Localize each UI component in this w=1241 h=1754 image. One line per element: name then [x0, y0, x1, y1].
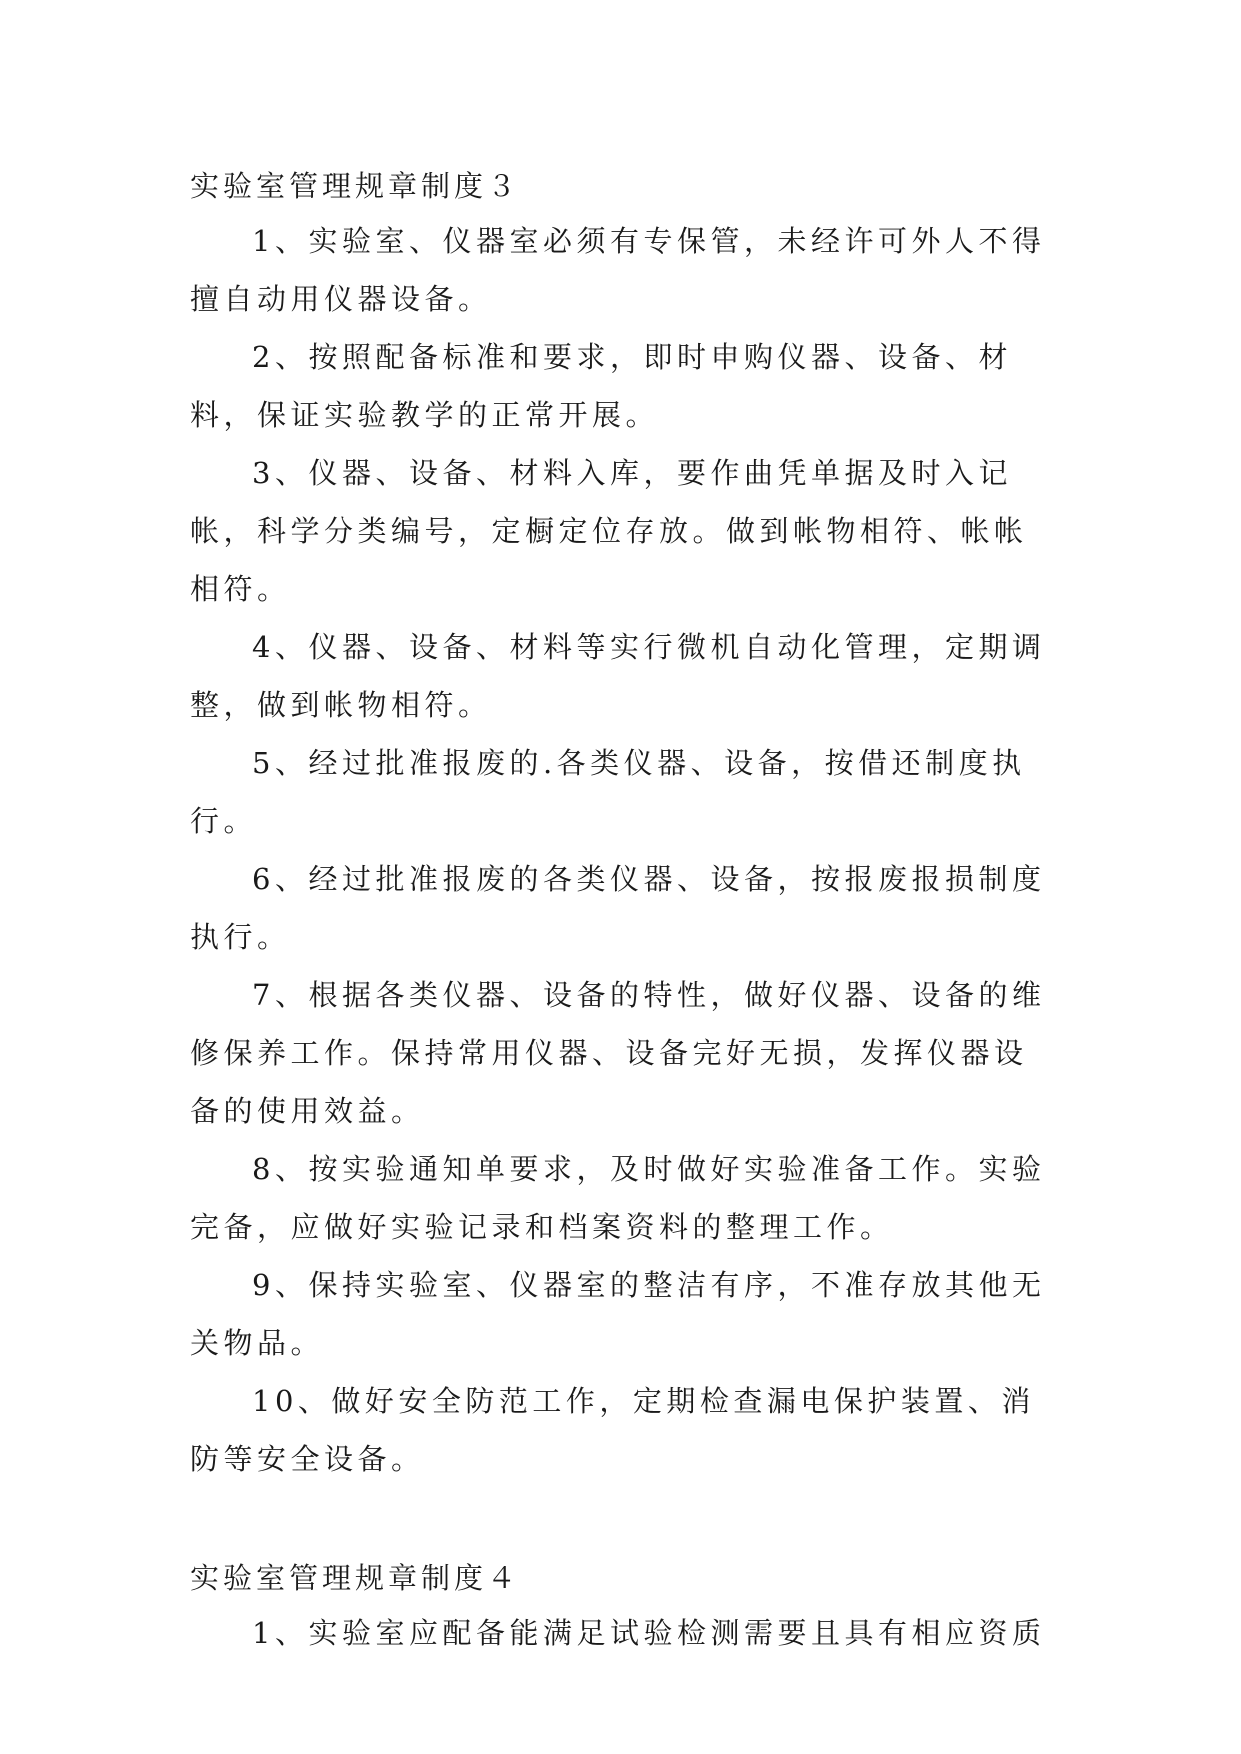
- rule-item: 5、经过批准报废的.各类仪器、设备，按借还制度执行。: [190, 746, 1026, 838]
- section-spacer: [190, 1488, 1056, 1552]
- rule-item: 2、按照配备标准和要求，即时申购仪器、设备、材料，保证实验教学的正常开展。: [190, 340, 1012, 432]
- section: [190, 1552, 1056, 1662]
- rule-item: 6、经过批准报废的各类仪器、设备，按报废报损制度执行。: [190, 862, 1046, 954]
- section: [190, 160, 1056, 1488]
- rule-item: 7、根据各类仪器、设备的特性，做好仪器、设备的维修保养工作。保持常用仪器、设备完好无损，发挥仪器设备的使用效益。: [190, 978, 1046, 1128]
- rule-item: 1、实验室、仪器室必须有专保管，未经许可外人不得擅自动用仪器设备。: [190, 224, 1046, 316]
- rule-item: 8、按实验通知单要求，及时做好实验准备工作。实验完备，应做好实验记录和档案资料的整理工作。: [190, 1152, 1046, 1244]
- document-body: [190, 160, 1056, 1662]
- rule-item: 4、仪器、设备、材料等实行微机自动化管理，定期调整，做到帐物相符。: [190, 630, 1046, 722]
- section-title: 实验室管理规章制度３: [190, 169, 521, 203]
- rule-item: 9、保持实验室、仪器室的整洁有序，不准存放其他无关物品。: [190, 1268, 1046, 1360]
- section-title: 实验室管理规章制度４: [190, 1561, 521, 1595]
- rule-item: 1、实验室应配备能满足试验检测需要且具有相应资质: [252, 1616, 1046, 1650]
- rule-item: 3、仪器、设备、材料入库，要作曲凭单据及时入记帐，科学分类编号，定橱定位存放。做到帐物相符、帐帐相符。: [190, 456, 1028, 606]
- rule-item: 10、做好安全防范工作，定期检查漏电保护装置、消防等安全设备。: [190, 1384, 1035, 1476]
